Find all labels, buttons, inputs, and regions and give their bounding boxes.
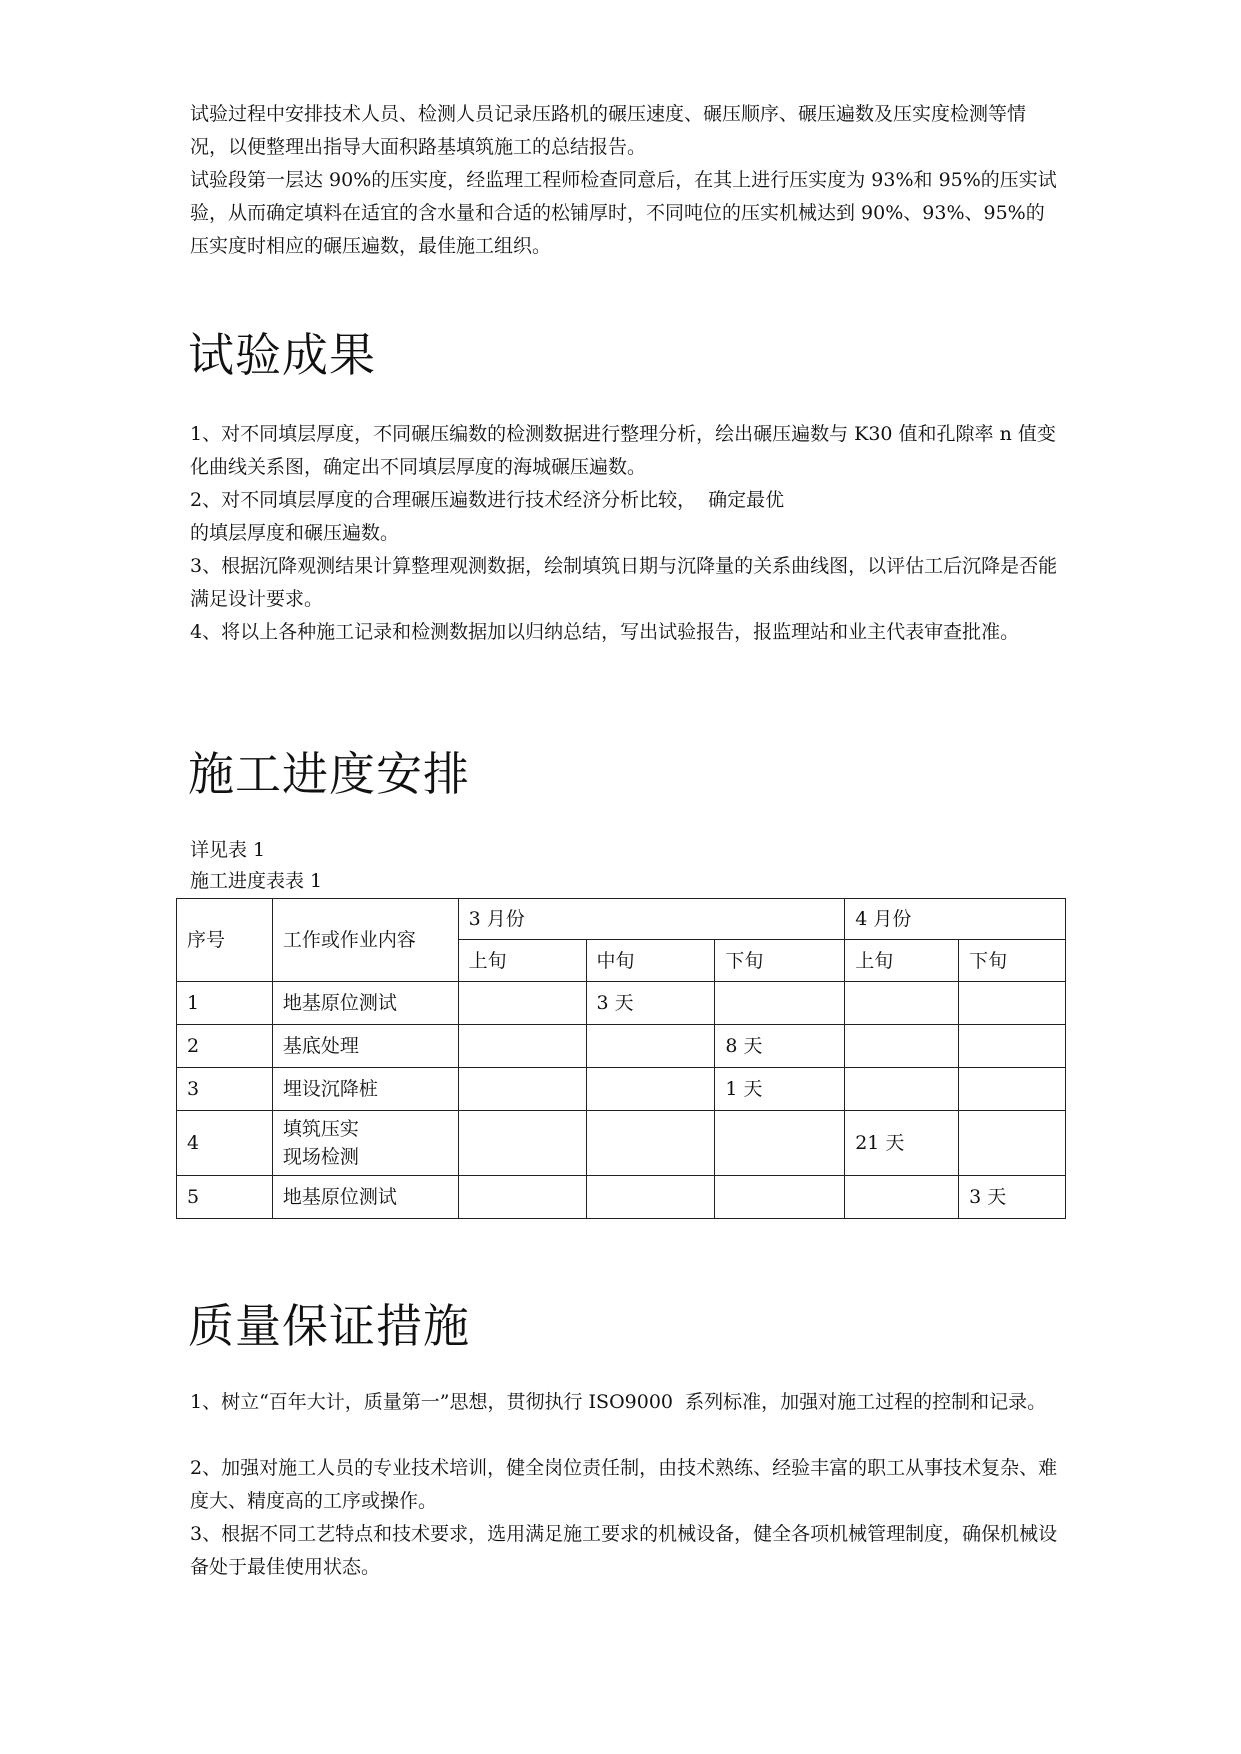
cell-task: 地基原位测试 xyxy=(272,982,458,1025)
header-task: 工作或作业内容 xyxy=(272,899,458,982)
cell-mid-march xyxy=(586,1111,715,1176)
intro-paragraph-1: 试验过程中安排技术人员、检测人员记录压路机的碾压速度、碾压顺序、碾压遍数及压实度检测等情况，以便整理出指导大面积路基填筑施工的总结报告。 xyxy=(190,103,1027,158)
table-caption: 施工进度表表 1 xyxy=(190,870,323,892)
cell-late-march xyxy=(715,982,845,1025)
quality-item-1: 1、树立“百年大计，质量第一”思想，贯彻执行 ISO9000 系列标准，加强对施工过程的控制和记录。 xyxy=(190,1391,1047,1413)
cell-early-april xyxy=(845,1068,959,1111)
cell-early-april xyxy=(845,1025,959,1068)
table-row xyxy=(177,982,1066,1025)
table-header-row xyxy=(177,899,1066,940)
cell-early-march xyxy=(458,1176,586,1219)
cell-no: 5 xyxy=(177,1176,273,1219)
cell-early-march xyxy=(458,1068,586,1111)
header-month-april: 4 月份 xyxy=(845,899,1066,940)
cell-task: 埋设沉降桩 xyxy=(272,1068,458,1111)
header-month-march: 3 月份 xyxy=(458,899,845,940)
cell-late-april xyxy=(959,1068,1066,1111)
cell-late-april xyxy=(959,982,1066,1025)
results-item-1: 1、对不同填层厚度，不同碾压编数的检测数据进行整理分析，绘出碾压遍数与 K30 值和孔隙率 n 值变化曲线关系图，确定出不同填层厚度的海城碾压遍数。 xyxy=(190,423,1056,478)
cell-task-line-2: 现场检测 xyxy=(282,1146,359,1168)
results-item-2: 2、对不同填层厚度的合理碾压遍数进行技术经济分析比较， 确定最优 xyxy=(190,489,785,511)
table-row xyxy=(177,1025,1066,1068)
schedule-table xyxy=(176,898,1066,1219)
quality-item-3: 3、根据不同工艺特点和技术要求，选用满足施工要求的机械设备，健全各项机械管理制度，确保机械设备处于最佳使用状态。 xyxy=(190,1523,1058,1578)
cell-late-april: 3 天 xyxy=(959,1176,1066,1219)
header-mid-march: 中旬 xyxy=(586,940,715,982)
schedule-note: 详见表 1 xyxy=(190,839,266,861)
header-late-march: 下旬 xyxy=(715,940,845,982)
cell-late-march xyxy=(715,1111,845,1176)
cell-late-march: 1 天 xyxy=(715,1068,845,1111)
header-early-april: 上旬 xyxy=(845,940,959,982)
cell-early-march xyxy=(458,982,586,1025)
quality-item-2: 2、加强对施工人员的专业技术培训，健全岗位责任制，由技术熟练、经验丰富的职工从事技术复杂、难度大、精度高的工序或操作。 xyxy=(190,1457,1058,1512)
cell-mid-march: 3 天 xyxy=(586,982,715,1025)
results-item-2-cont: 的填层厚度和碾压遍数。 xyxy=(190,522,400,544)
cell-no: 3 xyxy=(177,1068,273,1111)
cell-late-april xyxy=(959,1025,1066,1068)
cell-task: 地基原位测试 xyxy=(272,1176,458,1219)
header-no: 序号 xyxy=(177,899,273,982)
cell-no: 1 xyxy=(177,982,273,1025)
table-row xyxy=(177,1176,1066,1219)
cell-early-april xyxy=(845,1176,959,1219)
table-row xyxy=(177,1111,1066,1176)
cell-early-march xyxy=(458,1025,586,1068)
cell-no: 4 xyxy=(177,1111,273,1176)
cell-mid-march xyxy=(586,1176,715,1219)
header-early-march: 上旬 xyxy=(458,940,586,982)
cell-late-march: 8 天 xyxy=(715,1025,845,1068)
cell-early-april: 21 天 xyxy=(845,1111,959,1176)
cell-mid-march xyxy=(586,1025,715,1068)
cell-early-april xyxy=(845,982,959,1025)
cell-early-march xyxy=(458,1111,586,1176)
results-item-4: 4、将以上各种施工记录和检测数据加以归纳总结，写出试验报告，报监理站和业主代表审查批准。 xyxy=(190,621,1020,643)
cell-late-april xyxy=(959,1111,1066,1176)
cell-task: 基底处理 xyxy=(272,1025,458,1068)
table-row xyxy=(177,1068,1066,1111)
results-item-3: 3、根据沉降观测结果计算整理观测数据，绘制填筑日期与沉降量的关系曲线图，以评估工后沉降是否能满足设计要求。 xyxy=(190,555,1058,610)
cell-no: 2 xyxy=(177,1025,273,1068)
section-heading-quality: 质量保证措施 xyxy=(188,1299,470,1353)
cell-task-line-1: 填筑压实 xyxy=(282,1118,359,1140)
section-heading-results: 试验成果 xyxy=(188,328,376,382)
section-heading-schedule: 施工进度安排 xyxy=(188,747,470,801)
cell-late-march xyxy=(715,1176,845,1219)
cell-task xyxy=(272,1111,458,1176)
intro-paragraph-2: 试验段第一层达 90%的压实度，经监理工程师检查同意后，在其上进行压实度为 93%和 95%的压实试验，从而确定填料在适宜的含水量和合适的松铺厚时，不同吨位的压实机械达到 90%、93%、95%的压实度时相应的碾压遍数，最佳施工组织。 xyxy=(190,169,1057,257)
header-late-april: 下旬 xyxy=(959,940,1066,982)
cell-mid-march xyxy=(586,1068,715,1111)
